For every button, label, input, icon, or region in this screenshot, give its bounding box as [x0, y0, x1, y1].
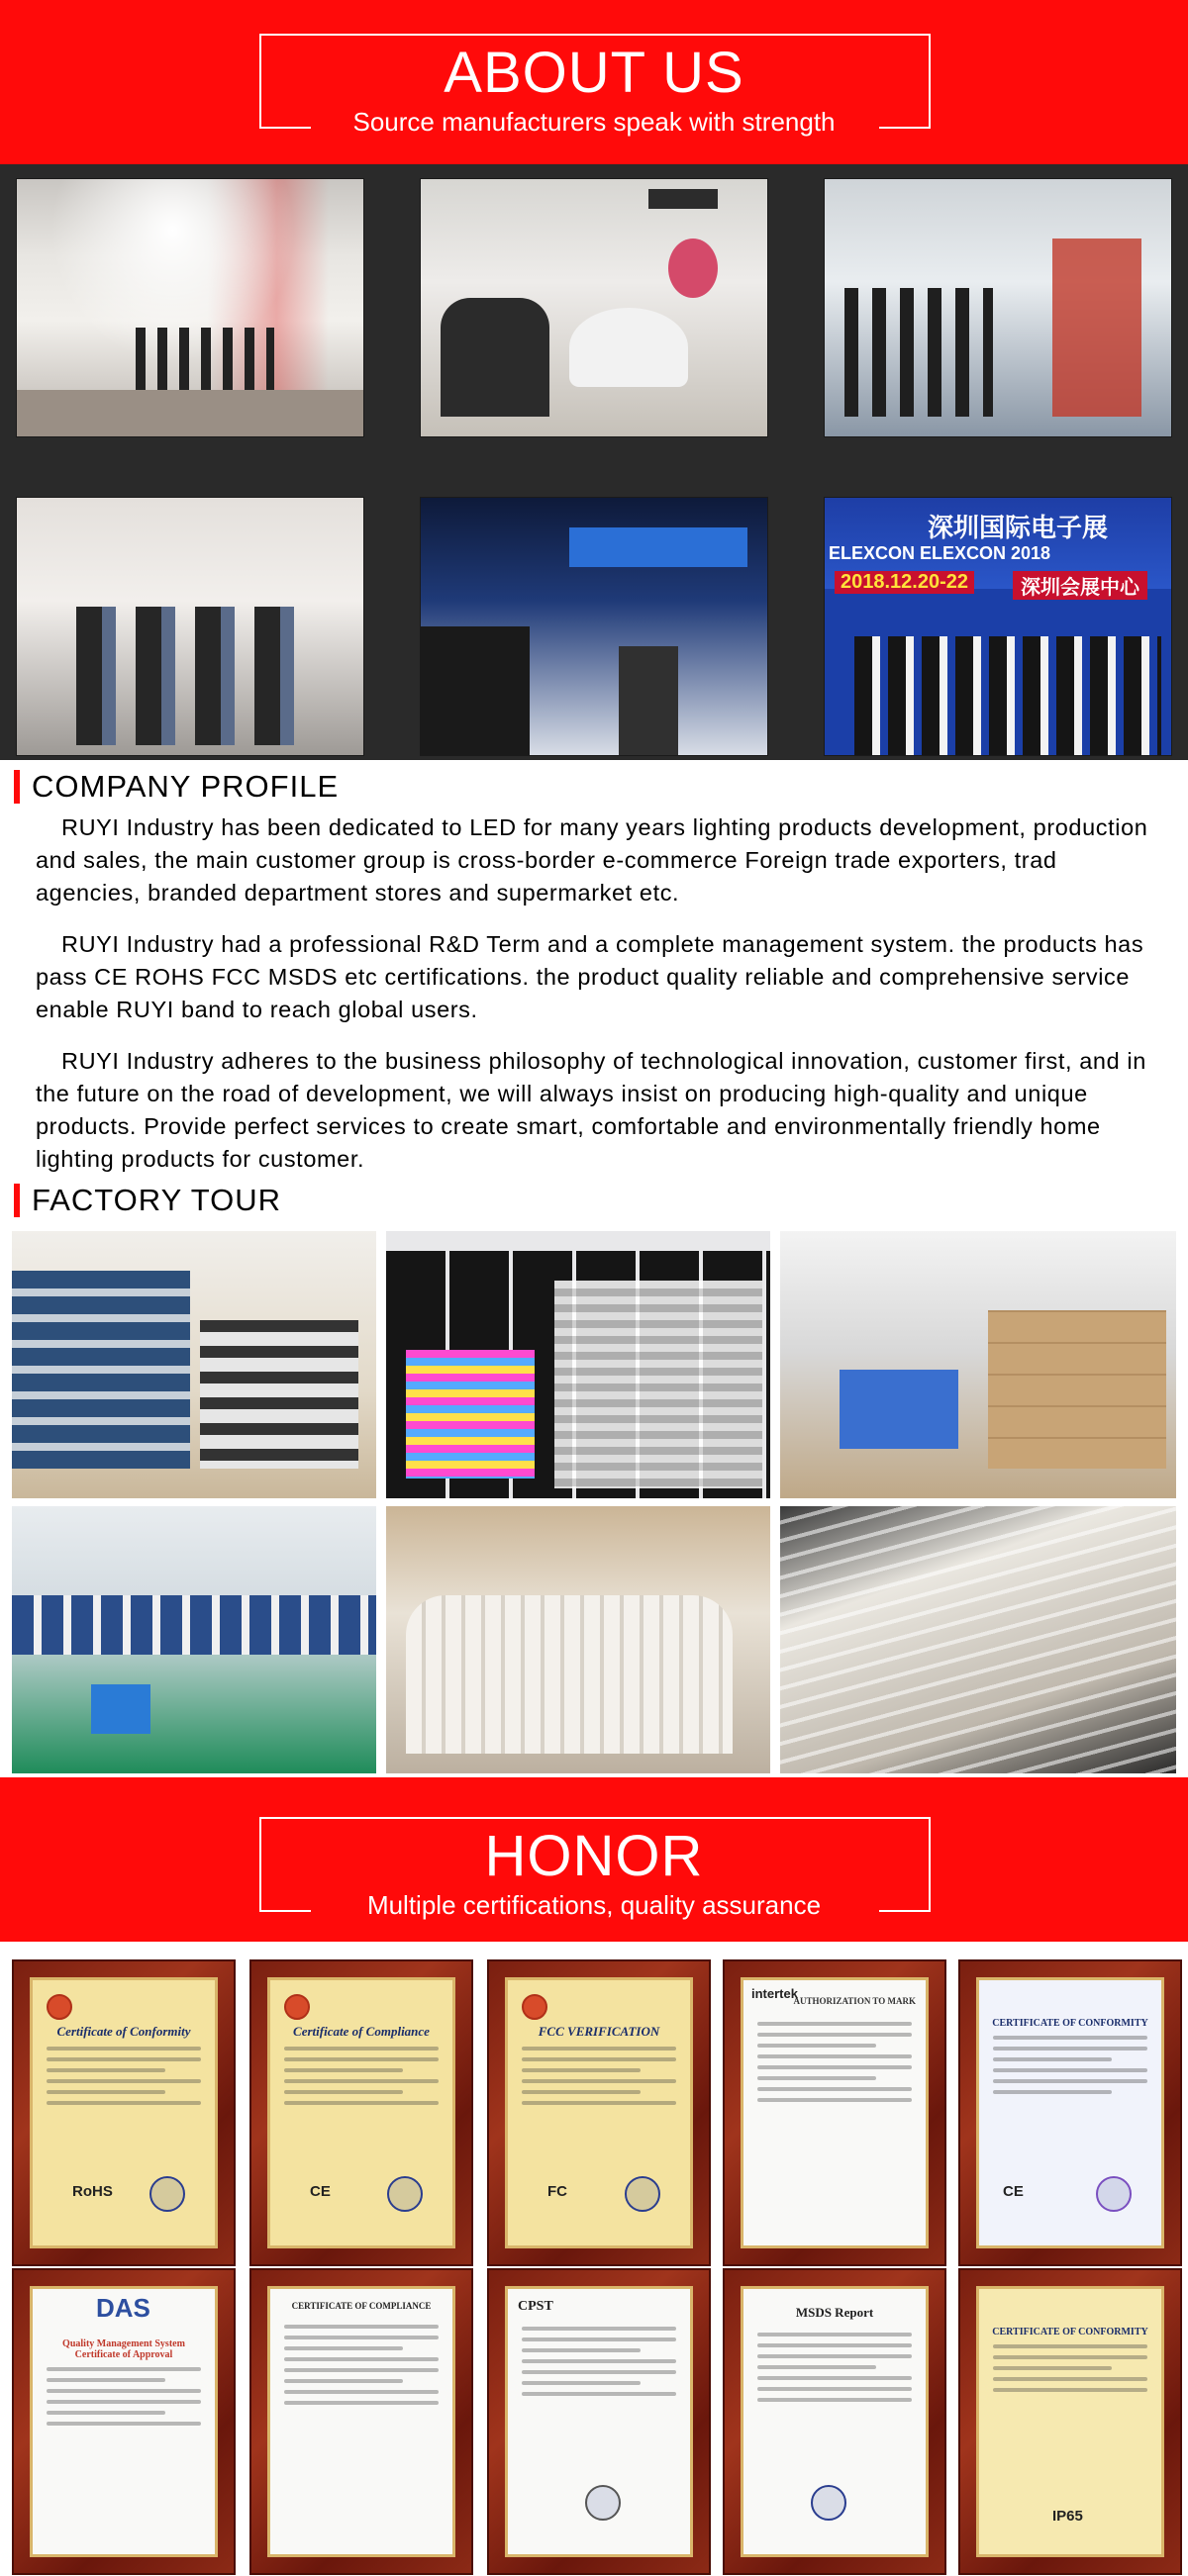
about-subtitle: Source manufacturers speak with strength	[352, 107, 836, 137]
factory-photo-showroom	[12, 1231, 376, 1498]
company-profile-heading	[14, 770, 339, 804]
certificate-mark: CE	[1003, 2183, 1024, 2200]
certificate-mark: intertek	[751, 1986, 798, 2001]
profile-paragraph-1: RUYI Industry has been dedicated to LED for many years lighting products development, production and sales, the main customer group is cross-border e-commerce Foreign trade exporters, trad agencies, branded department stores and supermarket etc.	[36, 814, 1148, 906]
about-title: ABOUT US	[444, 41, 744, 105]
honor-subtitle: Multiple certifications, quality assurance	[366, 1890, 822, 1920]
certificate-mark: IP65	[1052, 2508, 1083, 2525]
certificates-grid	[0, 1942, 1188, 2576]
honor-banner	[0, 1777, 1188, 1942]
honor-title: HONOR	[484, 1824, 704, 1888]
exhibition-photo-1	[16, 178, 364, 437]
factory-tour-heading	[14, 1184, 281, 1217]
heading-accent-bar	[14, 1184, 20, 1217]
exhibition-photo-5	[420, 497, 768, 756]
exhibition-photo-6	[824, 497, 1172, 756]
exhibition-photo-4	[16, 497, 364, 756]
exhibition-venue: 深圳会展中心	[1013, 571, 1147, 600]
certificate-conformity-ce	[958, 1959, 1182, 2266]
certificate-rohs	[12, 1959, 236, 2266]
exhibition-elexcon: ELEXCON ELEXCON 2018	[829, 543, 1051, 563]
certificate-title: CERTIFICATE OF CONFORMITY	[992, 2018, 1148, 2029]
exhibition-banner-title: 深圳国际电子展	[928, 514, 1109, 543]
certificate-ip65	[958, 2268, 1182, 2575]
profile-paragraph-3: RUYI Industry adheres to the business philosophy of technological innovation, customer first, and in the future on the road of development, we will always insist on producing high-quality and unique products. Provide perfect services to create smart, comfortable and environmentally friendly home lighting products for customer.	[36, 1048, 1146, 1172]
certificate-mark: FC	[547, 2183, 567, 2200]
certificate-title: CERTIFICATE OF CONFORMITY	[992, 2327, 1148, 2337]
factory-photo-warehouse	[780, 1231, 1176, 1498]
exhibition-date: 2018.12.20-22	[835, 571, 974, 594]
certificate-title: Certificate of Compliance	[293, 2024, 430, 2039]
factory-photo-light-display	[386, 1231, 770, 1498]
certificate-title: Certificate of Conformity	[56, 2024, 191, 2039]
certificate-title: AUTHORIZATION TO MARK	[793, 1996, 916, 2006]
certificate-msds	[723, 2268, 946, 2575]
certificate-title: MSDS Report	[795, 2305, 874, 2320]
booth-sign	[648, 189, 718, 209]
certificate-title: Quality Management System Certificate of Approval	[62, 2338, 185, 2360]
certificate-mark: DAS	[96, 2293, 150, 2323]
exhibition-photo-2	[420, 178, 768, 437]
about-banner	[0, 0, 1188, 164]
factory-photo-assembly-line	[12, 1506, 376, 1773]
exhibition-gallery	[0, 164, 1188, 760]
exhibition-photo-3	[824, 178, 1172, 437]
company-profile-title: COMPANY PROFILE	[32, 769, 340, 804]
profile-paragraph-2: RUYI Industry had a professional R&D Term and a complete management system. the products has pass CE ROHS FCC MSDS etc certifications. the product quality reliable and comprehensive service enable RUYI band to reach global users.	[36, 931, 1144, 1022]
factory-photo-led-strips	[386, 1506, 770, 1773]
heading-accent-bar	[14, 770, 20, 804]
certificate-ce	[249, 1959, 473, 2266]
certificate-cpst	[487, 2268, 711, 2575]
certificate-mark: CE	[310, 2183, 331, 2200]
certificate-compliance	[249, 2268, 473, 2575]
certificate-title: FCC VERIFICATION	[538, 2024, 660, 2039]
certificate-title: CPST	[518, 2299, 553, 2314]
factory-tour-title: FACTORY TOUR	[32, 1183, 282, 1217]
certificate-title: CERTIFICATE OF COMPLIANCE	[291, 2301, 432, 2311]
factory-photo-led-closeup	[780, 1506, 1176, 1773]
certificate-fcc	[487, 1959, 711, 2266]
certificate-intertek	[723, 1959, 946, 2266]
booth-slogan-panel	[569, 527, 747, 567]
certificate-mark: RoHS	[72, 2183, 113, 2200]
certificate-das-qms	[12, 2268, 236, 2575]
